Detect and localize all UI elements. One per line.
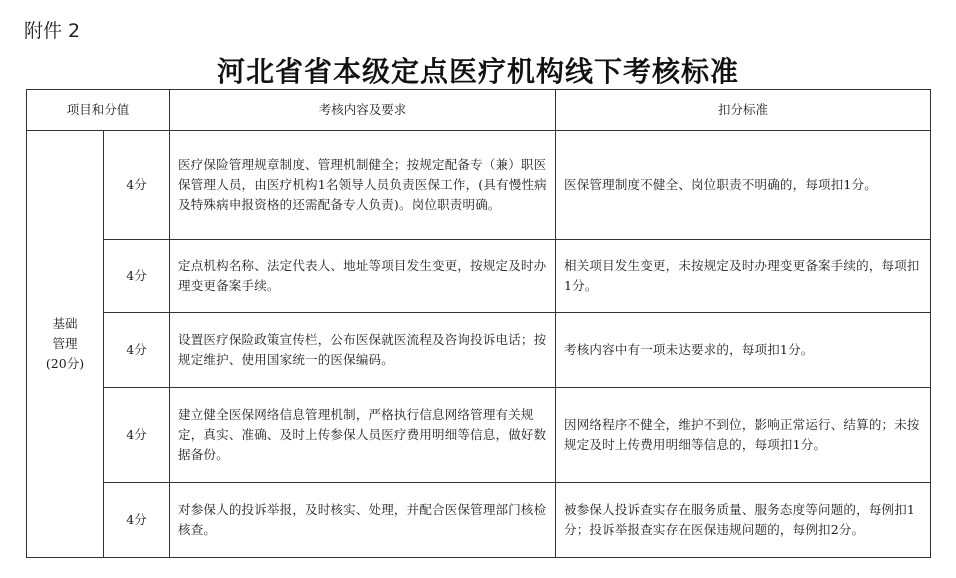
score-cell: 4分 bbox=[104, 313, 170, 388]
table-row bbox=[27, 131, 931, 240]
score-cell: 4分 bbox=[104, 483, 170, 558]
requirement-cell: 建立健全医保网络信息管理机制，严格执行信息网络管理有关规定，真实、准确、及时上传参保人员医疗费用明细等信息，做好数据备份。 bbox=[170, 388, 556, 483]
category-name-line1: 基础 bbox=[52, 316, 78, 331]
requirement-cell: 对参保人的投诉举报，及时核实、处理，并配合医保管理部门核检核查。 bbox=[170, 483, 556, 558]
deduction-cell: 相关项目发生变更，未按规定及时办理变更备案手续的，每项扣1分。 bbox=[556, 240, 931, 313]
score-cell: 4分 bbox=[104, 131, 170, 240]
category-name-line2: 管理 bbox=[52, 336, 78, 351]
score-cell: 4分 bbox=[104, 240, 170, 313]
assessment-standard-table bbox=[26, 89, 931, 558]
table-row bbox=[27, 313, 931, 388]
requirement-cell: 医疗保险管理规章制度、管理机制健全；按规定配备专（兼）职医保管理人员，由医疗机构1名领导人员负责医保工作，(具有慢性病及特殊病申报资格的还需配备专人负责)。岗位职责明确。 bbox=[170, 131, 556, 240]
header-item-score: 项目和分值 bbox=[27, 90, 170, 131]
header-content: 考核内容及要求 bbox=[170, 90, 556, 131]
deduction-cell: 考核内容中有一项未达要求的，每项扣1分。 bbox=[556, 313, 931, 388]
requirement-cell: 设置医疗保险政策宣传栏，公布医保就医流程及咨询投诉电话；按规定维护、使用国家统一的医保编码。 bbox=[170, 313, 556, 388]
table-header-row bbox=[27, 90, 931, 131]
document-title: 河北省省本级定点医疗机构线下考核标准 bbox=[216, 55, 739, 88]
table-row bbox=[27, 240, 931, 313]
category-score: (20分) bbox=[45, 356, 85, 371]
deduction-cell: 医保管理制度不健全、岗位职责不明确的，每项扣1分。 bbox=[556, 131, 931, 240]
deduction-cell: 被参保人投诉查实存在服务质量、服务态度等问题的，每例扣1分；投诉举报查实存在医保违规问题的，每例扣2分。 bbox=[556, 483, 931, 558]
score-cell: 4分 bbox=[104, 388, 170, 483]
category-cell bbox=[27, 131, 104, 558]
table-row bbox=[27, 483, 931, 558]
deduction-cell: 因网络程序不健全，维护不到位，影响正常运行、结算的；未按规定及时上传费用明细等信息的，每项扣1分。 bbox=[556, 388, 931, 483]
table-row bbox=[27, 388, 931, 483]
requirement-cell: 定点机构名称、法定代表人、地址等项目发生变更，按规定及时办理变更备案手续。 bbox=[170, 240, 556, 313]
attachment-label: 附件 2 bbox=[24, 20, 81, 42]
header-deduction: 扣分标准 bbox=[556, 90, 931, 131]
